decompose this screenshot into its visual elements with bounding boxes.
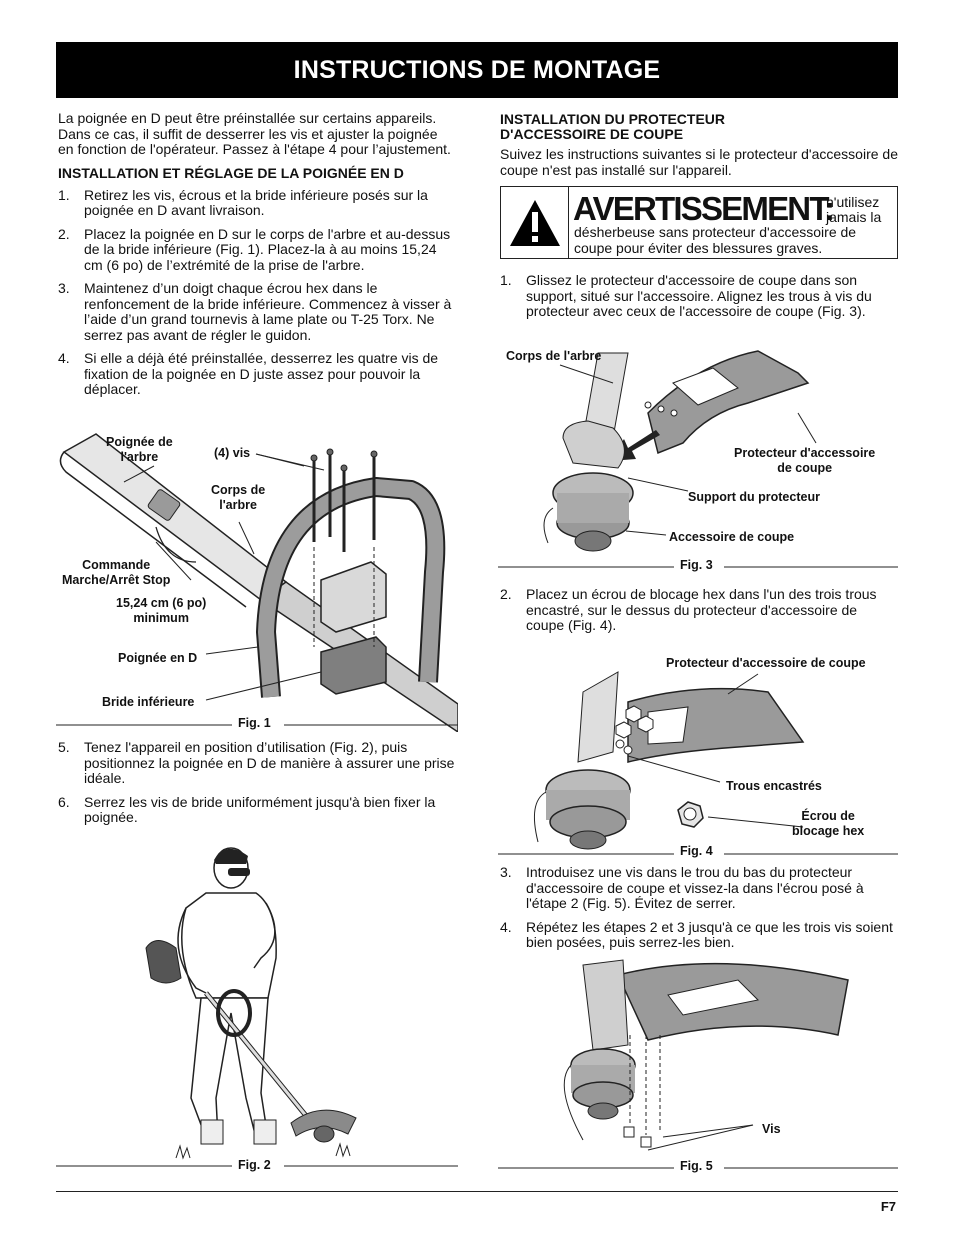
label-poignee-arbre: Poignée de l'arbre bbox=[106, 435, 173, 464]
list-item bbox=[58, 281, 456, 343]
warning-word: AVERTISSEMENT: bbox=[573, 190, 834, 227]
warning-icon bbox=[507, 197, 563, 249]
step-text: Retirez les vis, écrous et la bride inférieure posés sur la poignée en D avant livraison. bbox=[84, 186, 428, 218]
step-number: 3. bbox=[500, 864, 512, 880]
step-text: Glissez le protecteur d'accessoire de coupe dans son support, situé sur l'accessoire. Alignez les trous à vis du protecteur avec ceux de l'accessoire de coupe (Fig. 3). bbox=[526, 272, 872, 319]
label-bride: Bride inférieure bbox=[102, 695, 195, 709]
right-column bbox=[500, 112, 898, 186]
label-protecteur-3: Protecteur d'accessoire de coupe bbox=[734, 446, 876, 475]
list-item bbox=[58, 227, 456, 274]
figure-3 bbox=[498, 343, 900, 575]
list-item bbox=[500, 587, 898, 634]
step-number: 2. bbox=[500, 586, 512, 602]
figure-4 bbox=[498, 652, 900, 862]
step-number: 5. bbox=[58, 739, 70, 755]
warning-box bbox=[500, 186, 898, 259]
step-number: 4. bbox=[500, 918, 512, 935]
label-ecrou: Écrou de blocage hex bbox=[792, 809, 865, 838]
list-item bbox=[58, 351, 456, 398]
figure-2-illustration bbox=[56, 838, 458, 1173]
step-number: 6. bbox=[58, 793, 70, 810]
figure-3-caption: Fig. 3 bbox=[674, 558, 719, 572]
left-steps bbox=[58, 188, 456, 398]
left-steps-continued bbox=[58, 740, 456, 834]
right-intro: Suivez les instructions suivantes si le protecteur d'accessoire de coupe n'est pas installé sur l'appareil. bbox=[500, 146, 898, 178]
list-item bbox=[500, 920, 898, 951]
right-step-1 bbox=[500, 273, 898, 328]
page-banner bbox=[56, 42, 898, 98]
step-number: 1. bbox=[500, 272, 512, 288]
warning-text: désherbeuse sans protecteur d'accessoire de coupe pour éviter des blessures graves. bbox=[574, 224, 857, 256]
left-heading: INSTALLATION ET RÉGLAGE DE LA POIGNÉE EN D bbox=[58, 164, 404, 181]
left-column bbox=[58, 111, 456, 406]
step-text: Répétez les étapes 2 et 3 jusqu'à ce que les trois vis soient bien posées, puis serrez-les bien. bbox=[526, 918, 893, 950]
right-heading: INSTALLATION DU PROTECTEUR D'ACCESSOIRE DE COUPE bbox=[500, 111, 726, 142]
banner-title: INSTRUCTIONS DE MONTAGE bbox=[293, 55, 661, 84]
list-item bbox=[500, 865, 898, 912]
label-protecteur-4: Protecteur d'accessoire de coupe bbox=[666, 656, 866, 670]
label-vis: (4) vis bbox=[214, 446, 251, 460]
list-item bbox=[58, 188, 456, 219]
left-intro: La poignée en D peut être préinstallée sur certains appareils. Dans ce cas, il suffit de desserrer les vis et ajuster la poignée en fonction de l'opérateur. Passez à l'étape 4 pour l’ajustement. bbox=[58, 110, 451, 157]
page-number: F7 bbox=[880, 1199, 896, 1214]
label-support: Support du protecteur bbox=[688, 490, 820, 504]
label-corps-arbre-3: Corps de l'arbre bbox=[506, 349, 602, 363]
step-text: Introduisez une vis dans le trou du bas du protecteur d'accessoire de coupe et vissez-la dans l'écrou posé à l'étape 2 (Fig. 5). Évitez de serrer. bbox=[526, 864, 864, 911]
figure-1-caption: Fig. 1 bbox=[232, 716, 277, 730]
right-steps-3-4 bbox=[500, 865, 898, 959]
step-text: Tenez l'appareil en position d’utilisation (Fig. 2), puis positionnez la poignée en D de manière à assurer une prise idéale. bbox=[84, 739, 455, 786]
label-accessoire: Accessoire de coupe bbox=[669, 530, 795, 544]
warning-triangle bbox=[501, 187, 569, 258]
right-step-2 bbox=[500, 587, 898, 642]
label-poignee-d: Poignée en D bbox=[118, 651, 198, 665]
footer-rule bbox=[56, 1191, 898, 1192]
warning-side: n'utilisez jamais la bbox=[826, 194, 882, 225]
step-number: 1. bbox=[58, 186, 70, 203]
list-item bbox=[58, 740, 456, 787]
step-number: 4. bbox=[58, 350, 70, 366]
step-number: 2. bbox=[58, 225, 70, 242]
step-text: Placez la poignée en D sur le corps de l'arbre et au-dessus de la bride inférieure (Fig. 1). Placez-la à au moins 15,24 cm (6 po) de l’extrémité de la prise de l'arbre. bbox=[84, 225, 451, 273]
label-trous: Trous encastrés bbox=[726, 779, 822, 793]
step-text: Placez un écrou de blocage hex dans l'un des trois trous encastré, sur le dessus du protecteur d'accessoire de coupe (Fig. 4). bbox=[526, 586, 877, 633]
label-vis-5: Vis bbox=[762, 1122, 781, 1136]
list-item bbox=[58, 795, 456, 826]
step-text: Serrez les vis de bride uniformément jusqu'à bien fixer la poignée. bbox=[84, 793, 436, 825]
figure-5-caption: Fig. 5 bbox=[674, 1159, 719, 1173]
label-distance: 15,24 cm (6 po) minimum bbox=[116, 596, 207, 625]
figure-2-caption: Fig. 2 bbox=[232, 1158, 277, 1172]
figure-4-caption: Fig. 4 bbox=[674, 844, 719, 858]
figure-5-illustration bbox=[498, 955, 900, 1175]
step-text: Si elle a déjà été préinstallée, desserrez les quatre vis de fixation de la poignée en D juste assez pour pouvoir la déplacer. bbox=[84, 350, 439, 397]
label-corps-arbre: Corps de l'arbre bbox=[211, 483, 266, 512]
figure-1 bbox=[56, 432, 458, 732]
list-item bbox=[500, 273, 898, 320]
figure-5 bbox=[498, 955, 900, 1175]
label-commande: Commande Marche/Arrêt Stop bbox=[62, 558, 171, 587]
figure-2 bbox=[56, 838, 458, 1173]
step-text: Maintenez d’un doigt chaque écrou hex dans le renfoncement de la bride inférieure. Commencez à visser à l’aide d’un grand tournevis à lame plate ou T-25 Torx. Ne serrez pas avant de régler le guidon. bbox=[84, 280, 452, 343]
step-number: 3. bbox=[58, 280, 70, 296]
